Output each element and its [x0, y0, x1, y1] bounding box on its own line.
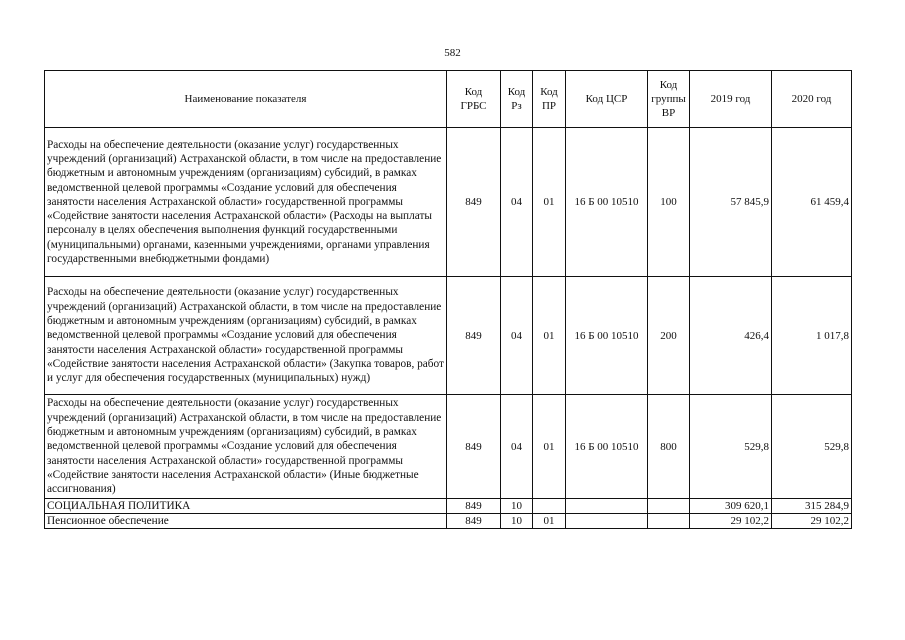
row-rz: 10 [501, 514, 533, 529]
row-vr: 100 [648, 128, 690, 277]
header-csr: Код ЦСР [566, 71, 648, 128]
row-csr: 16 Б 00 10510 [566, 277, 648, 395]
row-vr: 800 [648, 395, 690, 499]
row-2019: 29 102,2 [690, 514, 772, 529]
row-vr [648, 514, 690, 529]
row-vr [648, 499, 690, 514]
header-name: Наименование показателя [45, 71, 447, 128]
header-vr: Код группы ВР [648, 71, 690, 128]
row-pr [533, 499, 566, 514]
table-row [45, 395, 852, 499]
budget-table [44, 70, 852, 529]
row-2020: 529,8 [772, 395, 852, 499]
header-rz: Код Рз [501, 71, 533, 128]
row-2020: 315 284,9 [772, 499, 852, 514]
row-name: СОЦИАЛЬНАЯ ПОЛИТИКА [45, 499, 447, 514]
table-row [45, 499, 852, 514]
row-rz: 04 [501, 277, 533, 395]
table-row [45, 128, 852, 277]
page-number: 582 [444, 47, 461, 59]
row-grbs: 849 [447, 514, 501, 529]
row-csr: 16 Б 00 10510 [566, 128, 648, 277]
row-grbs: 849 [447, 277, 501, 395]
header-grbs: Код ГРБС [447, 71, 501, 128]
row-pr: 01 [533, 277, 566, 395]
row-rz: 04 [501, 395, 533, 499]
row-2020: 61 459,4 [772, 128, 852, 277]
row-pr: 01 [533, 128, 566, 277]
row-2019: 309 620,1 [690, 499, 772, 514]
row-vr: 200 [648, 277, 690, 395]
row-csr [566, 514, 648, 529]
row-name: Пенсионное обеспечение [45, 514, 447, 529]
header-pr: Код ПР [533, 71, 566, 128]
table-row [45, 514, 852, 529]
row-grbs: 849 [447, 395, 501, 499]
row-2020: 29 102,2 [772, 514, 852, 529]
header-2020: 2020 год [772, 71, 852, 128]
row-grbs: 849 [447, 499, 501, 514]
row-2019: 529,8 [690, 395, 772, 499]
row-2020: 1 017,8 [772, 277, 852, 395]
row-2019: 57 845,9 [690, 128, 772, 277]
row-rz: 04 [501, 128, 533, 277]
row-pr: 01 [533, 395, 566, 499]
header-2019: 2019 год [690, 71, 772, 128]
row-2019: 426,4 [690, 277, 772, 395]
row-rz: 10 [501, 499, 533, 514]
row-grbs: 849 [447, 128, 501, 277]
table-row [45, 277, 852, 395]
row-csr [566, 499, 648, 514]
row-name: Расходы на обеспечение деятельности (оказание услуг) государственных учреждений (организаций) Астраханской области, в том числе на предоставление бюджетным и автономным учреждениям (организациям) субсидий, в рамках ведомственной целевой программы «Создание условий для обеспечения занятости населения Астраханской области» государственной программы «Содействие занятости населения Астраханской области» (Закупка товаров, работ и услуг для обеспечения государственных (муниципальных) нужд) [45, 277, 447, 395]
row-csr: 16 Б 00 10510 [566, 395, 648, 499]
row-name: Расходы на обеспечение деятельности (оказание услуг) государственных учреждений (организаций) Астраханской области, в том числе на предоставление бюджетным и автономным учреждениям (организациям) субсидий, в рамках ведомственной целевой программы «Создание условий для обеспечения занятости населения Астраханской области» государственной программы «Содействие занятости населения Астраханской области» (Иные бюджетные ассигнования) [45, 395, 447, 499]
row-name: Расходы на обеспечение деятельности (оказание услуг) государственных учреждений (организаций) Астраханской области, в том числе на предоставление бюджетным и автономным учреждениям (организациям) субсидий, в рамках ведомственной целевой программы «Создание условий для обеспечения занятости населения Астраханской области» государственной программы «Содействие занятости населения Астраханской области» (Расходы на выплаты персоналу в целях обеспечения выполнения функций государственными (муниципальными) органами, казенными учреждениями, органами управления государственными внебюджетными фондами) [45, 128, 447, 277]
header-row [45, 71, 852, 128]
row-pr: 01 [533, 514, 566, 529]
